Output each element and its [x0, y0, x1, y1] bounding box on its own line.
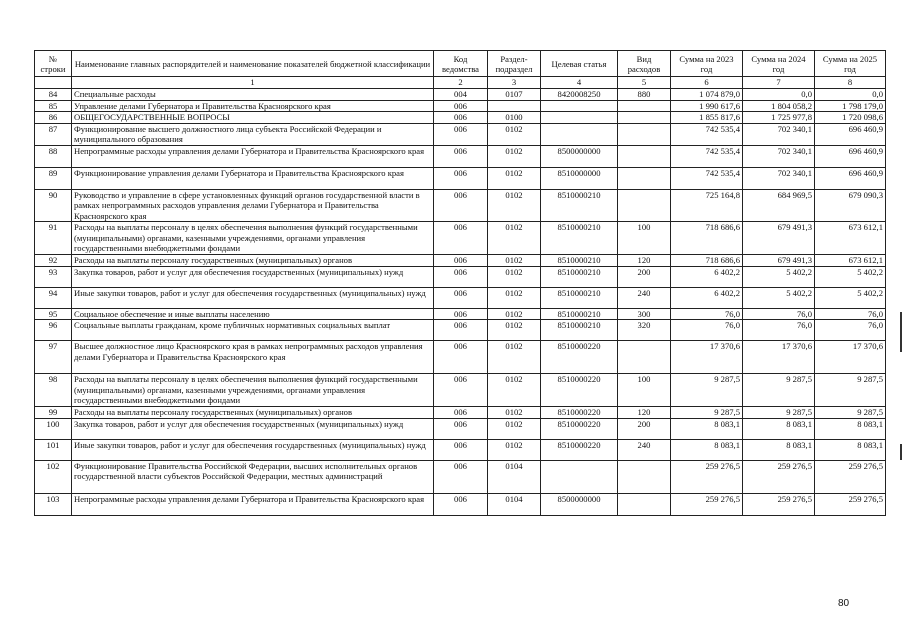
row-section: 0102 — [488, 374, 541, 407]
column-index: 2 — [434, 77, 488, 89]
row-expense-type: 120 — [618, 255, 671, 267]
row-sum-2023: 9 287,5 — [671, 407, 743, 419]
row-sum-2025: 9 287,5 — [815, 374, 886, 407]
scan-edge-mark — [900, 312, 902, 352]
row-target-article — [541, 460, 618, 493]
row-sum-2023: 6 402,2 — [671, 287, 743, 308]
row-sum-2023: 718 686,6 — [671, 222, 743, 255]
row-number: 102 — [35, 460, 72, 493]
row-sum-2023: 718 686,6 — [671, 255, 743, 267]
row-expense-type — [618, 145, 671, 167]
table-row — [35, 112, 886, 124]
row-expense-type: 200 — [618, 418, 671, 439]
row-target-article — [541, 123, 618, 145]
row-sum-2023: 1 990 617,6 — [671, 100, 743, 112]
column-index: 5 — [618, 77, 671, 89]
table-row — [35, 255, 886, 267]
header-sum-2024: Сумма на 2024 год — [743, 51, 815, 77]
row-dept-code: 006 — [434, 320, 488, 341]
row-target-article: 8510000220 — [541, 418, 618, 439]
row-expense-type — [618, 112, 671, 124]
row-dept-code: 006 — [434, 112, 488, 124]
row-sum-2023: 742 535,4 — [671, 123, 743, 145]
row-sum-2023: 1 855 817,6 — [671, 112, 743, 124]
row-dept-code: 006 — [434, 123, 488, 145]
row-dept-code: 006 — [434, 493, 488, 515]
table-row — [35, 222, 886, 255]
row-target-article: 8420008250 — [541, 89, 618, 101]
row-target-article: 8500000000 — [541, 493, 618, 515]
table-row — [35, 341, 886, 374]
row-number: 92 — [35, 255, 72, 267]
row-expense-type — [618, 100, 671, 112]
row-number: 95 — [35, 308, 72, 320]
row-sum-2023: 742 535,4 — [671, 167, 743, 189]
row-name: Закупка товаров, работ и услуг для обеспечения государственных (муниципальных) нужд — [72, 266, 434, 287]
table-row — [35, 460, 886, 493]
header-name: Наименование главных распорядителей и наименование показателей бюджетной классификации — [72, 51, 434, 77]
row-dept-code: 006 — [434, 222, 488, 255]
row-target-article: 8510000210 — [541, 266, 618, 287]
scan-edge-mark — [900, 444, 902, 460]
column-index: 4 — [541, 77, 618, 89]
table-row — [35, 287, 886, 308]
table-row — [35, 89, 886, 101]
row-sum-2023: 8 083,1 — [671, 418, 743, 439]
row-name: Иные закупки товаров, работ и услуг для обеспечения государственных (муниципальных) нужд — [72, 287, 434, 308]
row-sum-2025: 1 798 179,0 — [815, 100, 886, 112]
row-sum-2024: 8 083,1 — [743, 418, 815, 439]
row-sum-2025: 673 612,1 — [815, 222, 886, 255]
row-dept-code: 006 — [434, 407, 488, 419]
row-section — [488, 100, 541, 112]
row-section: 0102 — [488, 418, 541, 439]
row-sum-2023: 259 276,5 — [671, 460, 743, 493]
column-index-row — [35, 77, 886, 89]
column-index: 7 — [743, 77, 815, 89]
row-target-article: 8510000210 — [541, 222, 618, 255]
row-sum-2023: 6 402,2 — [671, 266, 743, 287]
row-sum-2024: 0,0 — [743, 89, 815, 101]
row-expense-type: 200 — [618, 266, 671, 287]
row-section: 0102 — [488, 266, 541, 287]
row-expense-type — [618, 460, 671, 493]
budget-table — [34, 50, 886, 516]
row-target-article: 8510000220 — [541, 341, 618, 374]
row-dept-code: 006 — [434, 145, 488, 167]
row-target-article: 8510000210 — [541, 189, 618, 222]
row-dept-code: 006 — [434, 100, 488, 112]
row-sum-2024: 8 083,1 — [743, 439, 815, 460]
row-section: 0102 — [488, 167, 541, 189]
row-expense-type: 880 — [618, 89, 671, 101]
row-dept-code: 006 — [434, 287, 488, 308]
row-name: Руководство и управление в сфере установленных функций органов государственной власти в рамках непрограммных расходов управления делами Губернатора и Правительства Красноярского края — [72, 189, 434, 222]
row-dept-code: 004 — [434, 89, 488, 101]
row-target-article: 8510000220 — [541, 407, 618, 419]
row-dept-code: 006 — [434, 439, 488, 460]
table-row — [35, 123, 886, 145]
row-sum-2025: 8 083,1 — [815, 439, 886, 460]
table-row — [35, 266, 886, 287]
table-row — [35, 308, 886, 320]
table-row — [35, 100, 886, 112]
row-name: Функционирование управления делами Губернатора и Правительства Красноярского края — [72, 167, 434, 189]
table-row — [35, 145, 886, 167]
row-section: 0107 — [488, 89, 541, 101]
row-sum-2024: 259 276,5 — [743, 460, 815, 493]
header-section: Раздел-подраздел — [488, 51, 541, 77]
row-sum-2025: 5 402,2 — [815, 287, 886, 308]
row-dept-code: 006 — [434, 255, 488, 267]
row-dept-code: 006 — [434, 341, 488, 374]
row-sum-2023: 725 164,8 — [671, 189, 743, 222]
row-number: 100 — [35, 418, 72, 439]
row-dept-code: 006 — [434, 418, 488, 439]
row-number: 89 — [35, 167, 72, 189]
row-target-article: 8510000210 — [541, 320, 618, 341]
row-sum-2025: 8 083,1 — [815, 418, 886, 439]
row-sum-2024: 17 370,6 — [743, 341, 815, 374]
row-name: Высшее должностное лицо Красноярского края в рамках непрограммных расходов управления делами Губернатора и Правительства Красноярского края — [72, 341, 434, 374]
row-number: 87 — [35, 123, 72, 145]
row-dept-code: 006 — [434, 266, 488, 287]
row-number: 93 — [35, 266, 72, 287]
row-target-article — [541, 112, 618, 124]
row-sum-2025: 696 460,9 — [815, 167, 886, 189]
row-expense-type: 300 — [618, 308, 671, 320]
row-sum-2025: 696 460,9 — [815, 123, 886, 145]
page-number: 80 — [838, 598, 850, 609]
row-sum-2023: 9 287,5 — [671, 374, 743, 407]
row-section: 0102 — [488, 123, 541, 145]
row-target-article: 8510000220 — [541, 439, 618, 460]
row-sum-2024: 702 340,1 — [743, 145, 815, 167]
row-name: Непрограммные расходы управления делами Губернатора и Правительства Красноярского края — [72, 493, 434, 515]
row-number: 99 — [35, 407, 72, 419]
row-expense-type — [618, 341, 671, 374]
row-name: Расходы на выплаты персоналу государственных (муниципальных) органов — [72, 255, 434, 267]
row-sum-2024: 76,0 — [743, 308, 815, 320]
row-sum-2023: 76,0 — [671, 308, 743, 320]
header-target-article: Целевая статья — [541, 51, 618, 77]
row-name: Управление делами Губернатора и Правительства Красноярского края — [72, 100, 434, 112]
table-header-row — [35, 51, 886, 77]
row-expense-type — [618, 189, 671, 222]
row-section: 0102 — [488, 439, 541, 460]
column-index: 1 — [72, 77, 434, 89]
row-sum-2024: 259 276,5 — [743, 493, 815, 515]
row-expense-type: 100 — [618, 222, 671, 255]
header-sum-2025: Сумма на 2025 год — [815, 51, 886, 77]
header-expense-type: Вид расходов — [618, 51, 671, 77]
row-dept-code: 006 — [434, 460, 488, 493]
row-number: 94 — [35, 287, 72, 308]
row-name: Непрограммные расходы управления делами Губернатора и Правительства Красноярского края — [72, 145, 434, 167]
row-sum-2025: 259 276,5 — [815, 493, 886, 515]
row-name: ОБЩЕГОСУДАРСТВЕННЫЕ ВОПРОСЫ — [72, 112, 434, 124]
row-section: 0102 — [488, 308, 541, 320]
row-section: 0102 — [488, 320, 541, 341]
row-expense-type: 320 — [618, 320, 671, 341]
row-number: 101 — [35, 439, 72, 460]
header-dept-code: Код ведомства — [434, 51, 488, 77]
table-row — [35, 439, 886, 460]
row-sum-2024: 5 402,2 — [743, 266, 815, 287]
row-target-article: 8510000000 — [541, 167, 618, 189]
row-name: Закупка товаров, работ и услуг для обеспечения государственных (муниципальных) нужд — [72, 418, 434, 439]
row-section: 0104 — [488, 493, 541, 515]
table-row — [35, 189, 886, 222]
row-name: Функционирование высшего должностного лица субъекта Российской Федерации и муниципального образования — [72, 123, 434, 145]
row-sum-2024: 9 287,5 — [743, 374, 815, 407]
row-section: 0102 — [488, 222, 541, 255]
row-sum-2024: 1 725 977,8 — [743, 112, 815, 124]
row-sum-2024: 702 340,1 — [743, 123, 815, 145]
table-row — [35, 407, 886, 419]
row-number: 98 — [35, 374, 72, 407]
row-sum-2025: 0,0 — [815, 89, 886, 101]
row-name: Расходы на выплаты персоналу в целях обеспечения выполнения функций государственными (муниципальными) органами, казенными учреждениями, органами управления государственными внебюджетными фондами — [72, 222, 434, 255]
row-sum-2025: 76,0 — [815, 308, 886, 320]
row-target-article: 8510000210 — [541, 287, 618, 308]
row-sum-2023: 742 535,4 — [671, 145, 743, 167]
row-sum-2025: 259 276,5 — [815, 460, 886, 493]
row-sum-2025: 673 612,1 — [815, 255, 886, 267]
row-number: 90 — [35, 189, 72, 222]
row-dept-code: 006 — [434, 189, 488, 222]
row-number: 84 — [35, 89, 72, 101]
row-sum-2024: 1 804 058,2 — [743, 100, 815, 112]
column-index: 6 — [671, 77, 743, 89]
row-section: 0102 — [488, 255, 541, 267]
row-sum-2024: 9 287,5 — [743, 407, 815, 419]
row-name: Социальные выплаты гражданам, кроме публичных нормативных социальных выплат — [72, 320, 434, 341]
row-expense-type: 240 — [618, 287, 671, 308]
row-expense-type — [618, 167, 671, 189]
row-section: 0104 — [488, 460, 541, 493]
row-sum-2023: 8 083,1 — [671, 439, 743, 460]
row-target-article: 8510000210 — [541, 255, 618, 267]
row-dept-code: 006 — [434, 167, 488, 189]
row-sum-2024: 684 969,5 — [743, 189, 815, 222]
row-sum-2023: 76,0 — [671, 320, 743, 341]
row-name: Расходы на выплаты персоналу в целях обеспечения выполнения функций государственными (муниципальными) органами, казенными учреждениями, органами управления государственными внебюджетными фондами — [72, 374, 434, 407]
row-name: Функционирование Правительства Российской Федерации, высших исполнительных органов государственной власти субъектов Российской Федерации, местных администраций — [72, 460, 434, 493]
row-section: 0102 — [488, 145, 541, 167]
row-expense-type: 120 — [618, 407, 671, 419]
row-target-article: 8510000220 — [541, 374, 618, 407]
row-target-article: 8510000210 — [541, 308, 618, 320]
header-sum-2023: Сумма на 2023 год — [671, 51, 743, 77]
row-expense-type — [618, 493, 671, 515]
table-row — [35, 374, 886, 407]
row-expense-type — [618, 123, 671, 145]
row-section: 0102 — [488, 189, 541, 222]
header-row-number: № строки — [35, 51, 72, 77]
row-sum-2024: 76,0 — [743, 320, 815, 341]
row-target-article — [541, 100, 618, 112]
row-section: 0102 — [488, 341, 541, 374]
row-section: 0100 — [488, 112, 541, 124]
row-dept-code: 006 — [434, 308, 488, 320]
row-dept-code: 006 — [434, 374, 488, 407]
row-number: 103 — [35, 493, 72, 515]
row-name: Специальные расходы — [72, 89, 434, 101]
row-number: 91 — [35, 222, 72, 255]
row-sum-2025: 76,0 — [815, 320, 886, 341]
row-sum-2025: 679 090,3 — [815, 189, 886, 222]
row-sum-2025: 696 460,9 — [815, 145, 886, 167]
row-expense-type: 100 — [618, 374, 671, 407]
row-section: 0102 — [488, 287, 541, 308]
row-sum-2023: 1 074 879,0 — [671, 89, 743, 101]
row-number: 88 — [35, 145, 72, 167]
column-index: 3 — [488, 77, 541, 89]
row-sum-2024: 679 491,3 — [743, 255, 815, 267]
row-sum-2023: 259 276,5 — [671, 493, 743, 515]
table-row — [35, 493, 886, 515]
row-sum-2024: 702 340,1 — [743, 167, 815, 189]
table-row — [35, 418, 886, 439]
row-target-article: 8500000000 — [541, 145, 618, 167]
row-section: 0102 — [488, 407, 541, 419]
row-name: Социальное обеспечение и иные выплаты населению — [72, 308, 434, 320]
row-sum-2025: 9 287,5 — [815, 407, 886, 419]
row-sum-2024: 5 402,2 — [743, 287, 815, 308]
row-sum-2025: 5 402,2 — [815, 266, 886, 287]
row-number: 86 — [35, 112, 72, 124]
document-page — [34, 50, 886, 516]
table-row — [35, 167, 886, 189]
table-row — [35, 320, 886, 341]
row-sum-2023: 17 370,6 — [671, 341, 743, 374]
column-index: 8 — [815, 77, 886, 89]
row-expense-type: 240 — [618, 439, 671, 460]
column-index — [35, 77, 72, 89]
row-name: Расходы на выплаты персоналу государственных (муниципальных) органов — [72, 407, 434, 419]
row-number: 96 — [35, 320, 72, 341]
row-number: 85 — [35, 100, 72, 112]
row-sum-2025: 17 370,6 — [815, 341, 886, 374]
row-number: 97 — [35, 341, 72, 374]
row-name: Иные закупки товаров, работ и услуг для обеспечения государственных (муниципальных) нужд — [72, 439, 434, 460]
row-sum-2025: 1 720 098,6 — [815, 112, 886, 124]
row-sum-2024: 679 491,3 — [743, 222, 815, 255]
